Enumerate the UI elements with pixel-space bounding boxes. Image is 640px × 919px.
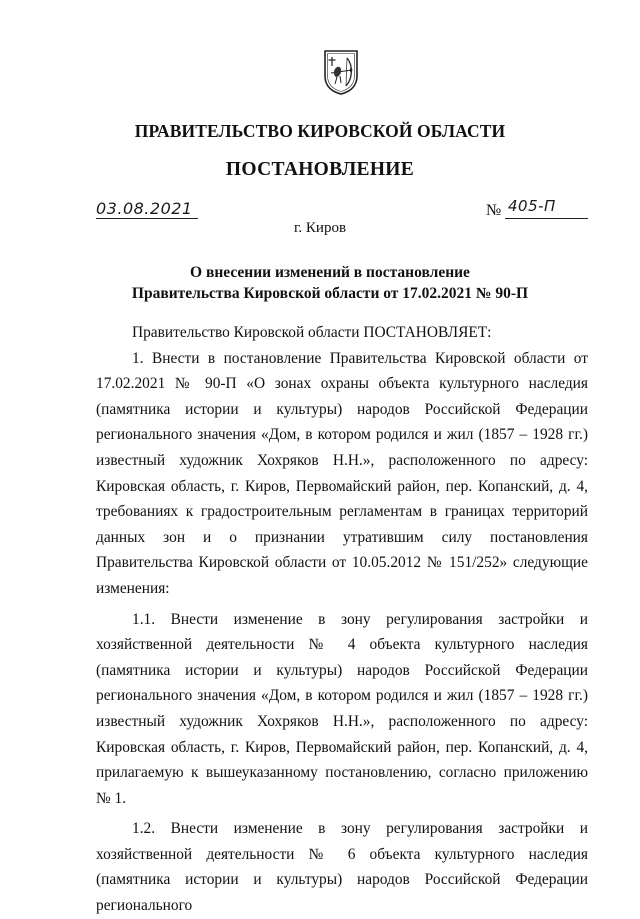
paragraph-1-1: 1.1. Внести изменение в зону регулирования застройки и хозяйственной деятельности № 4 объекта культурного наследия (памятника истории и культуры) народов Российской Федерации регионального значения «Дом, в котором родился и жил (1857 – 1928 гг.) известный художник Хохряков Н.Н.», расположенного по адресу: Кировская область, г. Киров, Первомайский район, пер. Копанский, д. 4, прилагаемую к вышеуказанному постановлению, согласно приложению № 1. — [96, 610, 588, 807]
title-line-1: О внесении изменений в постановление — [190, 264, 470, 281]
kirov-coat-of-arms-icon — [322, 48, 360, 96]
number-underline — [505, 218, 588, 219]
document-body — [96, 320, 588, 919]
document-title — [80, 262, 580, 304]
date-field — [96, 199, 198, 221]
document-type: ПОСТАНОВЛЕНИЕ — [225, 159, 415, 180]
number-label: № — [486, 202, 502, 219]
organization-title: ПРАВИТЕЛЬСТВО КИРОВСКОЙ ОБЛАСТИ — [134, 121, 506, 141]
date-underline — [96, 218, 198, 219]
intro-paragraph: Правительство Кировской области ПОСТАНОВЛЯЕТ: — [132, 324, 492, 341]
number-field — [505, 199, 588, 221]
date-handwritten: 03.08.2021 — [96, 199, 193, 218]
paragraph-1-2: 1.2. Внести изменение в зону регулирования застройки и хозяйственной деятельности № 6 объекта культурного наследия (памятника истории и культуры) народов Российской Федерации регионального — [96, 820, 588, 915]
city: г. Киров — [293, 220, 347, 236]
title-line-2: Правительства Кировской области от 17.02.2021 № 90-П — [131, 285, 529, 302]
number-handwritten: 405-П — [508, 197, 556, 215]
paragraph-1: 1. Внести в постановление Правительства Кировской области от 17.02.2021 № 90-П «О зонах охраны объекта культурного наследия (памятника истории и культуры) народов Российской Федерации регионального значения «Дом, в котором родился и жил (1857 – 1928 гг.) известный художник Хохряков Н.Н.», расположенного по адресу: Кировская область, г. Киров, Первомайский район, пер. Копанский, д. 4, требованиях к градостроительным регламентам в границах территорий данных зон и о признании утратившим силу постановления Правительства Кировской области от 10.05.2012 № 151/252» следующие изменения: — [96, 349, 588, 597]
